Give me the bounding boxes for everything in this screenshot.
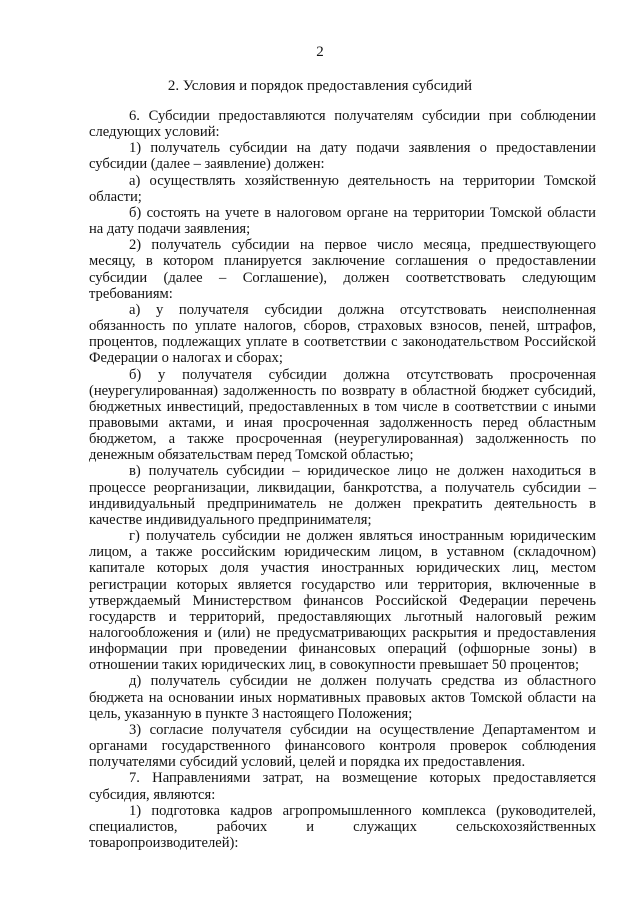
body-text bbox=[89, 108, 596, 851]
page-number: 2 bbox=[316, 44, 324, 60]
paragraph-6-intro: 6. Субсидии предоставляются получателям субсидии при соблюдении следующих условий: bbox=[89, 108, 596, 141]
paragraph-6-1: 1) получатель субсидии на дату подачи заявления о предоставлении субсидии (далее – заявление) должен: bbox=[89, 140, 596, 173]
paragraph-7-intro: 7. Направлениями затрат, на возмещение которых предоставляется субсидия, являются: bbox=[89, 770, 596, 803]
paragraph-6-2-v: в) получатель субсидии – юридическое лицо не должен находиться в процессе реорганизации, ликвидации, банкротства, а получатель субсидии – индивидуальный предприниматель не должен прекратить деятельность в качестве индивидуального предпринимателя; bbox=[89, 463, 596, 528]
paragraph-6-1-a: а) осуществлять хозяйственную деятельность на территории Томской области; bbox=[89, 172, 596, 205]
paragraph-6-2-d: д) получатель субсидии не должен получать средства из областного бюджета на основании иных нормативных правовых актов Томской области на цель, указанную в пункте 3 настоящего Положения; bbox=[89, 673, 596, 722]
paragraph-7-1: 1) подготовка кадров агропромышленного комплекса (руководителей, специалистов, рабочих и служащих сельскохозяйственных товаропроизводителей): bbox=[89, 802, 596, 852]
paragraph-6-2: 2) получатель субсидии на первое число месяца, предшествующего месяцу, в котором планируется заключение соглашения о предоставлении субсидии (далее – Соглашение), должен соответствовать следующим требованиям: bbox=[89, 237, 596, 302]
paragraph-6-2-b: б) у получателя субсидии должна отсутствовать просроченная (неурегулированная) задолженность по возврату в областной бюджет субсидий, бюджетных инвестиций, предоставленных в том числе в соответствии с иными правовыми актами, и иная просроченная задолженность перед областным бюджетом, а также просроченная (неурегулированная) задолженность по денежным обязательствам перед Томской областью; bbox=[89, 366, 596, 464]
paragraph-6-1-b: б) состоять на учете в налоговом органе на территории Томской области на дату подачи заявления; bbox=[89, 204, 596, 238]
paragraph-6-2-g: г) получатель субсидии не должен являться иностранным юридическим лицом, а также российским юридическим лицом, в уставном (складочном) капитале которых доля участия иностранных юридических лиц, местом регистрации которых является государство или территория, включенные в утверждаемый Министерством финансов Российской Федерации перечень государств и территорий, предоставляющих льготный налоговый режим налогообложения и (или) не предусматривающих раскрытия и предоставления информации при проведении финансовых операций (офшорные зоны) в отношении таких юридических лиц, в совокупности превышает 50 процентов; bbox=[89, 528, 596, 674]
paragraph-6-2-a: а) у получателя субсидии должна отсутствовать неисполненная обязанность по уплате налогов, сборов, страховых взносов, пеней, штрафов, процентов, подлежащих уплате в соответствии с законодательством Российской Федерации о налогах и сборах; bbox=[89, 301, 596, 367]
section-title: 2. Условия и порядок предоставления субсидий bbox=[167, 78, 473, 94]
paragraph-6-3: 3) согласие получателя субсидии на осуществление Департаментом и органами государственного финансового контроля проверок соблюдения получателями субсидий условий, целей и порядка их предоставления. bbox=[89, 721, 596, 771]
